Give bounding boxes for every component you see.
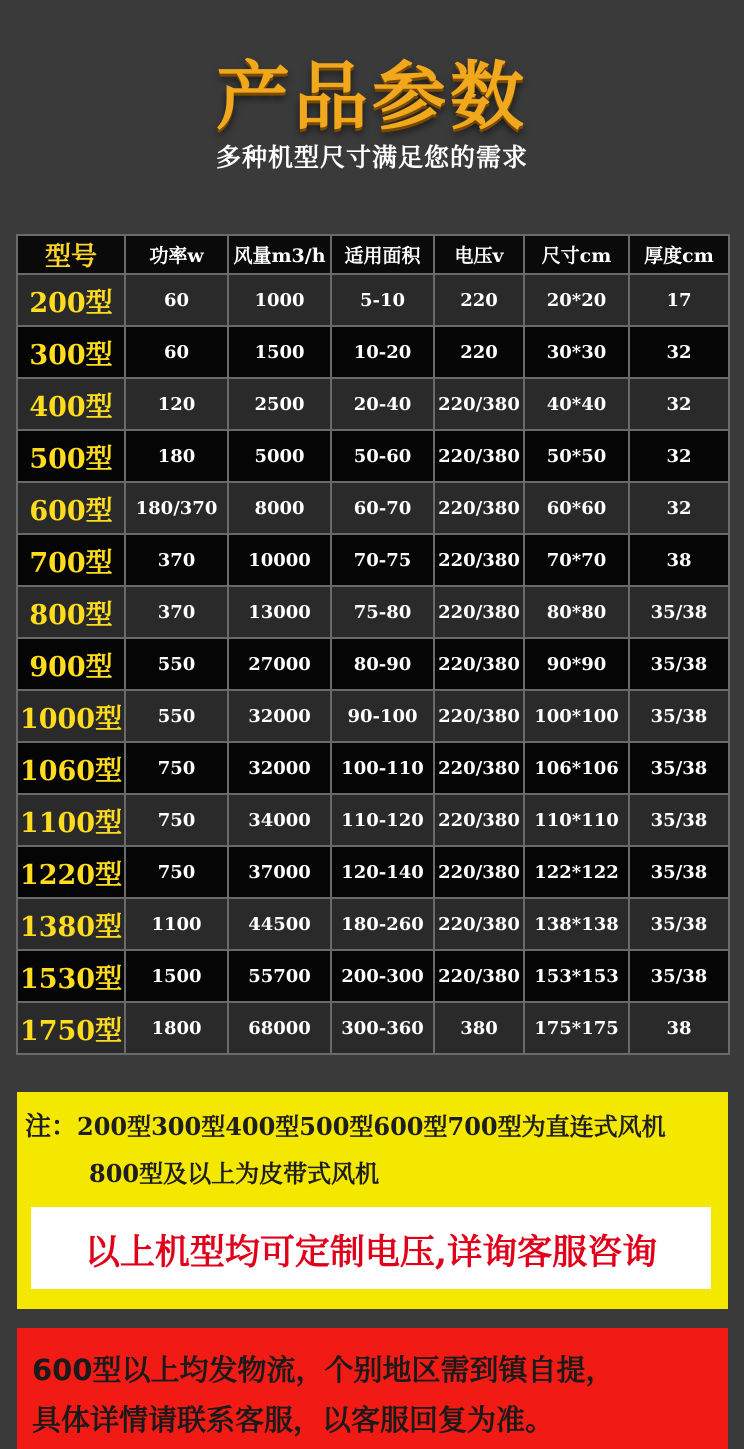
cell-voltage: 220/380	[434, 950, 524, 1002]
cell-power: 750	[125, 794, 228, 846]
header-model: 型号	[17, 235, 125, 274]
cell-model: 700型	[17, 534, 125, 586]
table-row	[17, 1002, 729, 1054]
cell-area: 10-20	[331, 326, 434, 378]
cell-voltage: 220/380	[434, 482, 524, 534]
cell-airflow: 37000	[228, 846, 331, 898]
cell-power: 180/370	[125, 482, 228, 534]
cell-model: 500型	[17, 430, 125, 482]
cell-size: 122*122	[524, 846, 629, 898]
table-row	[17, 794, 729, 846]
cell-size: 80*80	[524, 586, 629, 638]
custom-voltage-banner	[31, 1207, 711, 1289]
cell-area: 120-140	[331, 846, 434, 898]
cell-size: 100*100	[524, 690, 629, 742]
table-row	[17, 378, 729, 430]
cell-voltage: 220/380	[434, 690, 524, 742]
cell-airflow: 1000	[228, 274, 331, 326]
cell-size: 138*138	[524, 898, 629, 950]
cell-voltage: 220/380	[434, 430, 524, 482]
table-row	[17, 534, 729, 586]
cell-model: 1530型	[17, 950, 125, 1002]
cell-voltage: 220/380	[434, 898, 524, 950]
cell-thickness: 32	[629, 326, 729, 378]
header-voltage: 电压v	[434, 235, 524, 274]
cell-thickness: 32	[629, 482, 729, 534]
note-line-1	[25, 1106, 666, 1143]
cell-size: 175*175	[524, 1002, 629, 1054]
table-row	[17, 950, 729, 1002]
note-box	[17, 1092, 728, 1309]
cell-thickness: 32	[629, 430, 729, 482]
cell-size: 153*153	[524, 950, 629, 1002]
table-row	[17, 326, 729, 378]
cell-airflow: 27000	[228, 638, 331, 690]
cell-model: 1060型	[17, 742, 125, 794]
cell-airflow: 68000	[228, 1002, 331, 1054]
cell-power: 180	[125, 430, 228, 482]
cell-size: 90*90	[524, 638, 629, 690]
cell-thickness: 35/38	[629, 898, 729, 950]
cell-voltage: 220/380	[434, 638, 524, 690]
cell-thickness: 32	[629, 378, 729, 430]
cell-airflow: 55700	[228, 950, 331, 1002]
cell-model: 400型	[17, 378, 125, 430]
cell-model: 600型	[17, 482, 125, 534]
table-row	[17, 898, 729, 950]
cell-airflow: 34000	[228, 794, 331, 846]
cell-power: 750	[125, 742, 228, 794]
cell-power: 1500	[125, 950, 228, 1002]
cell-model: 1000型	[17, 690, 125, 742]
cell-size: 70*70	[524, 534, 629, 586]
cell-area: 5-10	[331, 274, 434, 326]
table-row	[17, 690, 729, 742]
note-belt-drive-text: 800型及以上为皮带式风机	[89, 1159, 380, 1188]
cell-thickness: 35/38	[629, 794, 729, 846]
cell-power: 1800	[125, 1002, 228, 1054]
cell-power: 60	[125, 274, 228, 326]
cell-voltage: 380	[434, 1002, 524, 1054]
cell-power: 120	[125, 378, 228, 430]
cell-area: 75-80	[331, 586, 434, 638]
cell-size: 30*30	[524, 326, 629, 378]
cell-power: 1100	[125, 898, 228, 950]
cell-airflow: 44500	[228, 898, 331, 950]
page-title: 产品参数	[216, 54, 528, 140]
cell-airflow: 2500	[228, 378, 331, 430]
table-row	[17, 638, 729, 690]
cell-thickness: 38	[629, 534, 729, 586]
cell-airflow: 13000	[228, 586, 331, 638]
cell-thickness: 35/38	[629, 846, 729, 898]
cell-voltage: 220/380	[434, 586, 524, 638]
cell-model: 1380型	[17, 898, 125, 950]
cell-power: 60	[125, 326, 228, 378]
cell-voltage: 220/380	[434, 846, 524, 898]
cell-power: 370	[125, 586, 228, 638]
cell-thickness: 35/38	[629, 742, 729, 794]
cell-thickness: 35/38	[629, 586, 729, 638]
cell-airflow: 1500	[228, 326, 331, 378]
cell-power: 370	[125, 534, 228, 586]
cell-voltage: 220	[434, 274, 524, 326]
cell-voltage: 220/380	[434, 794, 524, 846]
cell-power: 550	[125, 690, 228, 742]
shipping-line-2: 具体详情请联系客服，以客服回复为准。	[32, 1403, 555, 1437]
cell-area: 180-260	[331, 898, 434, 950]
cell-area: 20-40	[331, 378, 434, 430]
header-airflow: 风量m3/h	[228, 235, 331, 274]
table-row	[17, 274, 729, 326]
header-size: 尺寸cm	[524, 235, 629, 274]
header-thickness: 厚度cm	[629, 235, 729, 274]
table-row	[17, 430, 729, 482]
cell-area: 80-90	[331, 638, 434, 690]
table-row	[17, 586, 729, 638]
cell-model: 200型	[17, 274, 125, 326]
cell-airflow: 32000	[228, 690, 331, 742]
cell-airflow: 10000	[228, 534, 331, 586]
cell-voltage: 220	[434, 326, 524, 378]
cell-area: 70-75	[331, 534, 434, 586]
cell-area: 100-110	[331, 742, 434, 794]
cell-size: 40*40	[524, 378, 629, 430]
spec-table	[16, 234, 730, 1055]
cell-airflow: 32000	[228, 742, 331, 794]
page-subtitle: 多种机型尺寸满足您的需求	[215, 143, 528, 172]
cell-area: 110-120	[331, 794, 434, 846]
cell-voltage: 220/380	[434, 378, 524, 430]
cell-airflow: 8000	[228, 482, 331, 534]
cell-model: 1100型	[17, 794, 125, 846]
cell-size: 20*20	[524, 274, 629, 326]
cell-airflow: 5000	[228, 430, 331, 482]
header	[0, 0, 744, 230]
table-header-row	[17, 235, 729, 274]
cell-model: 1220型	[17, 846, 125, 898]
cell-thickness: 35/38	[629, 950, 729, 1002]
table-row	[17, 846, 729, 898]
cell-size: 106*106	[524, 742, 629, 794]
cell-size: 110*110	[524, 794, 629, 846]
header-power: 功率w	[125, 235, 228, 274]
cell-thickness: 17	[629, 274, 729, 326]
cell-model: 1750型	[17, 1002, 125, 1054]
cell-thickness: 38	[629, 1002, 729, 1054]
table-body	[17, 274, 729, 1054]
cell-area: 50-60	[331, 430, 434, 482]
cell-model: 900型	[17, 638, 125, 690]
cell-model: 800型	[17, 586, 125, 638]
cell-voltage: 220/380	[434, 742, 524, 794]
table-row	[17, 482, 729, 534]
shipping-line-1: 600型以上均发物流，个别地区需到镇自提，	[32, 1353, 615, 1387]
cell-thickness: 35/38	[629, 638, 729, 690]
cell-thickness: 35/38	[629, 690, 729, 742]
cell-area: 90-100	[331, 690, 434, 742]
header-area: 适用面积	[331, 235, 434, 274]
cell-area: 60-70	[331, 482, 434, 534]
cell-area: 300-360	[331, 1002, 434, 1054]
custom-voltage-text: 以上机型均可定制电压,详询客服咨询	[84, 1232, 658, 1273]
cell-size: 60*60	[524, 482, 629, 534]
table-row	[17, 742, 729, 794]
cell-voltage: 220/380	[434, 534, 524, 586]
shipping-notice	[17, 1328, 728, 1449]
cell-model: 300型	[17, 326, 125, 378]
cell-area: 200-300	[331, 950, 434, 1002]
note-direct-drive-text: 200型300型400型500型600型700型为直连式风机	[77, 1112, 666, 1141]
cell-power: 550	[125, 638, 228, 690]
cell-size: 50*50	[524, 430, 629, 482]
note-prefix: 注：	[25, 1112, 78, 1142]
cell-power: 750	[125, 846, 228, 898]
